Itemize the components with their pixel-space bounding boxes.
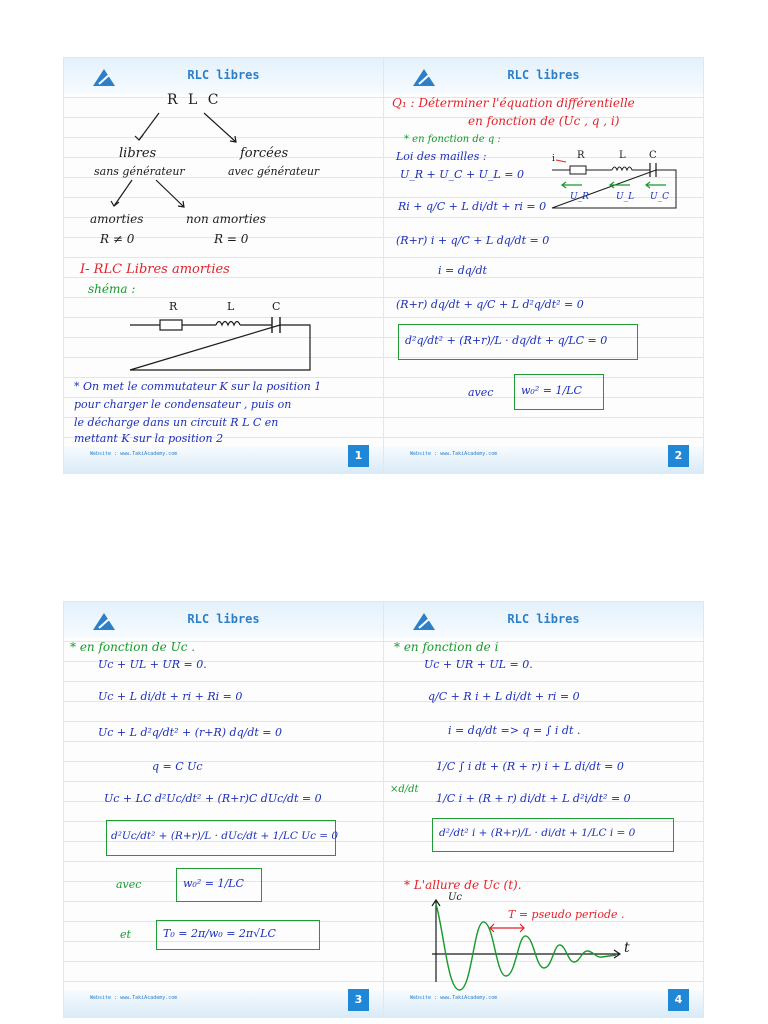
circuit-uC-label: U_C <box>650 192 669 202</box>
circuit-L-label: L <box>619 150 626 161</box>
note-line-3: le décharge dans un circuit R L C en <box>74 416 279 429</box>
circuit-uR-label: U_R <box>570 192 589 202</box>
slide-footer <box>64 447 383 473</box>
period-text: T₀ = 2π/w₀ = 2π√LC <box>163 927 276 940</box>
leaf-non-amorties-cond: R = 0 <box>214 232 249 246</box>
law-label: Loi des mailles : <box>396 150 487 163</box>
subheading-uc: * en fonction de Uc . <box>70 640 196 654</box>
website-text: Website : www.TakiAcademy.com <box>410 451 498 457</box>
equation-2: Uc + L di/dt + ri + Ri = 0 <box>98 690 243 703</box>
boxed-equation-text: d²Uc/dt² + (R+r)/L · dUc/dt + 1/LC Uc = 0 <box>111 830 339 842</box>
website-text: Website : www.TakiAcademy.com <box>410 995 498 1001</box>
boxed-omega <box>514 374 604 410</box>
equation-1: U_R + U_C + U_L = 0 <box>400 168 524 181</box>
equation-2: Ri + q/C + L di/dt + ri = 0 <box>398 200 547 213</box>
omega-text: w₀² = 1/LC <box>183 877 244 890</box>
omega-text: w₀² = 1/LC <box>521 384 582 397</box>
allure-heading: * L'allure de Uc (t). <box>404 878 522 892</box>
question-line-2: en fonction de (Uc , q , i) <box>468 114 620 128</box>
branch-libres-sub: sans générateur <box>94 165 185 178</box>
equation-5: 1/C i + (R + r) di/dt + L d²i/dt² = 0 <box>436 792 631 805</box>
leaf-non-amorties: non amorties <box>186 212 266 226</box>
equation-4: q = C Uc <box>152 760 203 773</box>
boxed-equation-q <box>398 324 638 360</box>
equation-1: Uc + UL + UR = 0. <box>98 658 207 671</box>
boxed-equation-text: d²q/dt² + (R+r)/L · dq/dt + q/LC = 0 <box>405 334 608 347</box>
slide-3 <box>64 602 383 1017</box>
branch-forcees-sub: avec générateur <box>228 165 320 178</box>
equation-4: 1/C ∫ i dt + (R + r) i + L di/dt = 0 <box>436 760 624 773</box>
slide-footer <box>384 447 703 473</box>
component-L-label: L <box>227 300 235 313</box>
equation-2: q/C + R i + L di/dt + ri = 0 <box>428 690 580 703</box>
note-line-2: pour charger le condensateur , puis on <box>74 398 292 411</box>
slide-header <box>64 602 383 638</box>
slide-number: 1 <box>348 445 369 467</box>
subheading-q: * en fonction de q : <box>404 134 501 145</box>
schema-label: shéma : <box>88 282 136 296</box>
component-C-label: C <box>272 300 281 313</box>
boxed-equation-uc <box>106 820 339 856</box>
circuit-uL-label: U_L <box>616 192 635 202</box>
component-R-label: R <box>169 300 178 313</box>
website-text: Website : www.TakiAcademy.com <box>90 451 178 457</box>
boxed-equation-text: d²/dt² i + (R+r)/L · di/dt + 1/LC i = 0 <box>439 827 636 839</box>
axis-y-label: Uc <box>448 892 463 903</box>
slide-footer <box>64 991 383 1017</box>
equation-3: (R+r) i + q/C + L dq/dt = 0 <box>396 234 550 247</box>
equation-1: Uc + UR + UL = 0. <box>424 658 533 671</box>
derivative-marker: ×d/dt <box>390 784 419 795</box>
slide-title: RLC libres <box>187 612 260 626</box>
slide-number: 3 <box>348 989 369 1011</box>
circuit-diagram-q <box>384 58 703 473</box>
leaf-amorties: amorties <box>90 212 144 226</box>
subheading-i: * en fonction de i <box>394 640 499 654</box>
boxed-omega <box>176 868 262 902</box>
equation-3: i = dq/dt => q = ∫ i dt . <box>448 724 581 737</box>
slide-title: RLC libres <box>507 612 580 626</box>
slide-4 <box>384 602 703 1017</box>
rlc-heading: R L C <box>167 92 222 108</box>
slide-number: 4 <box>668 989 689 1011</box>
leaf-amorties-cond: R ≠ 0 <box>100 232 135 246</box>
axis-x-label: t <box>624 940 630 956</box>
boxed-period <box>156 920 320 950</box>
branch-forcees: forcées <box>240 146 289 161</box>
slide-footer <box>384 991 703 1017</box>
slide-number: 2 <box>668 445 689 467</box>
equation-4: i = dq/dt <box>438 264 487 277</box>
question-line-1: Q₁ : Déterminer l'équation différentielle <box>392 96 635 110</box>
website-text: Website : www.TakiAcademy.com <box>90 995 178 1001</box>
equation-5: (R+r) dq/dt + q/C + L d²q/dt² = 0 <box>396 298 584 311</box>
pseudo-period-label: T = pseudo periode . <box>508 908 625 921</box>
avec-label: avec <box>468 386 494 399</box>
branch-libres: libres <box>119 146 157 161</box>
note-line-1: * On met le commutateur K sur la position 1 <box>74 380 322 393</box>
circuit-C-label: C <box>649 150 657 161</box>
circuit-current-label: i <box>552 154 555 164</box>
circuit-R-label: R <box>577 150 585 161</box>
damped-oscillation-graph <box>384 602 703 1017</box>
slide-2 <box>384 58 703 473</box>
section-heading: I- RLC Libres amorties <box>80 262 230 277</box>
note-line-4: mettant K sur la position 2 <box>74 432 224 445</box>
equation-5: Uc + LC d²Uc/dt² + (R+r)C dUc/dt = 0 <box>104 792 322 805</box>
slide-title: RLC libres <box>187 68 260 82</box>
slide-title: RLC libres <box>507 68 580 82</box>
avec-label: avec <box>116 878 142 891</box>
et-label: et <box>120 928 131 941</box>
equation-3: Uc + L d²q/dt² + (r+R) dq/dt = 0 <box>98 726 283 739</box>
slide-1 <box>64 58 383 473</box>
